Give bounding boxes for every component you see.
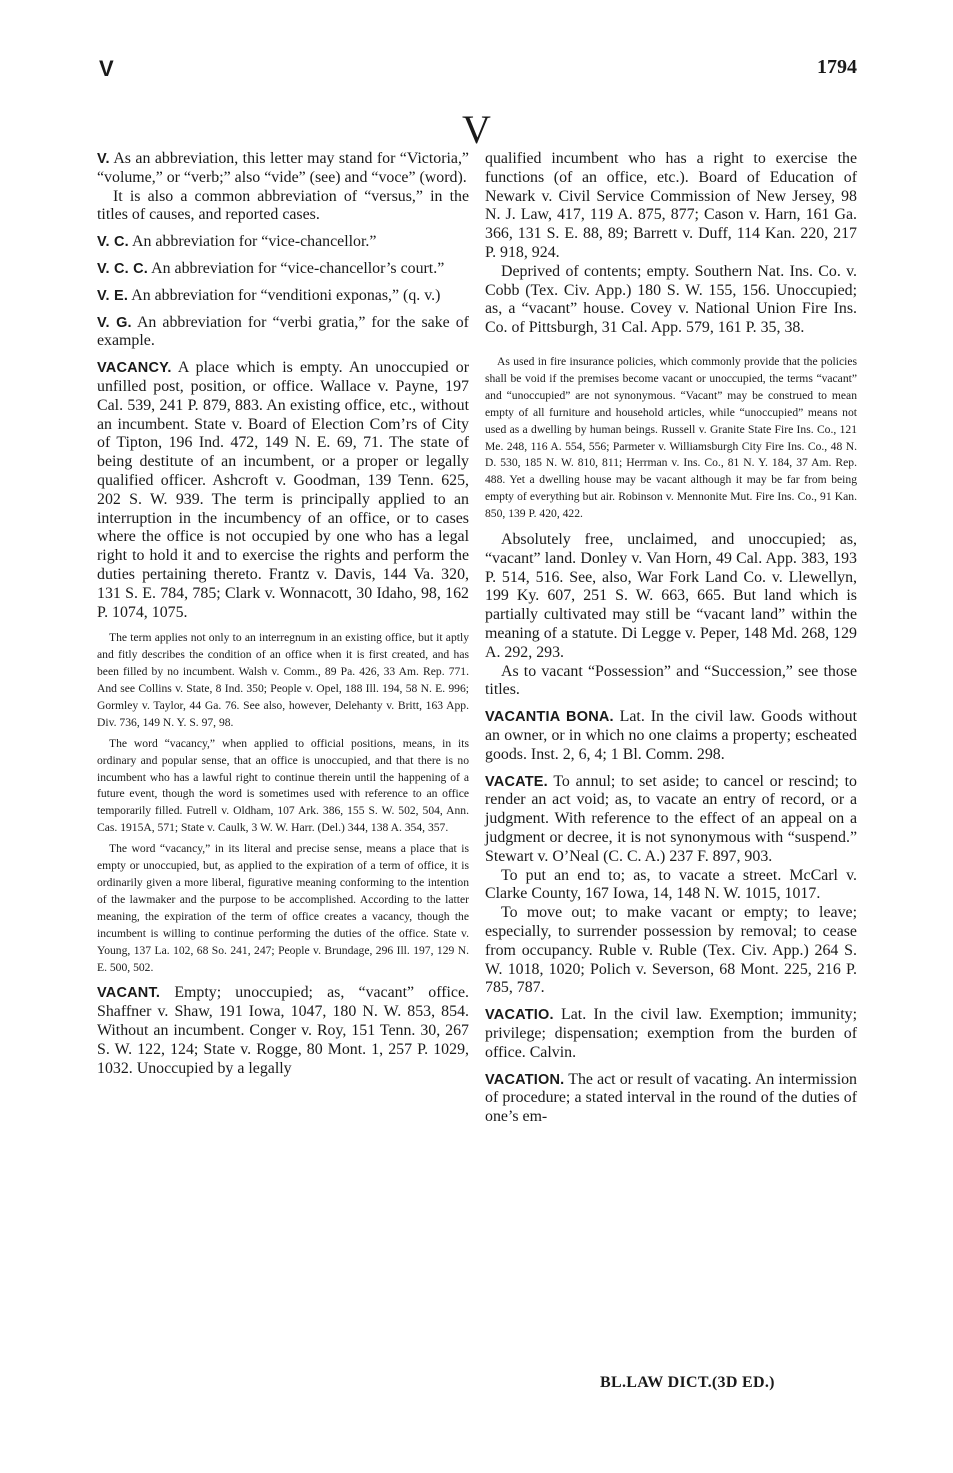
paragraph: Absolutely free, unclaimed, and unoccupied; as, “vacant” land. Donley v. Van Horn, 49 Cal. App. 383, 193 P. 514, 516. See, also, War Fork Land Co. v. Llewellyn, 199 Ky. 607, 251 S. W. 663, 665. But land which is partially cultivated may still be “vacant land” within the meaning of a statute. Di Legge v. Peper, 148 Md. 268, 129 A. 292, 293.: [485, 531, 857, 661]
signature-mark: BL.LAW DICT.(3D ED.): [600, 1374, 775, 1391]
entry-vacation: [485, 1071, 857, 1127]
headword: V. C.: [97, 234, 129, 251]
definition: An abbreviation for “vice-chancellor.”: [132, 233, 377, 251]
annotation: The word “vacancy,” when applied to official positions, means, in its ordinary and popular sense, that an office is unoccupied, and that there is no incumbent who has a lawful right to continue therein until the happening of a future event, though the word is sometimes used with reference to an office temporarily filled. Futrell v. Oldham, 107 Ark. 386, 155 S. W. 502, 504, Ann. Cas. 1915A, 571; State v. Caulk, 3 W. W. Harr. (Del.) 344, 138 A. 354, 357.: [97, 736, 469, 835]
definition: Lat. In the civil law. Goods without an owner, or in which no one claims a property; escheated goods. Inst. 2, 6, 4; 1 Bl. Comm. 298.: [485, 708, 857, 763]
entry-v-g: [97, 314, 469, 352]
entry-v-c: [97, 233, 469, 252]
definition: To annul; to set aside; to cancel or rescind; to render an act void; as, to vacate an entry of record, or a judgment. With reference to the effect of an appeal on a judgment or decree, it is not synonymous with “suspend.” Stewart v. O’Neal (C. C. A.) 237 F. 897, 903.: [485, 772, 857, 865]
running-head-letter: V: [99, 56, 114, 81]
headword: V. G.: [97, 314, 132, 331]
paragraph: As to vacant “Possession” and “Succession,” see those titles.: [485, 662, 857, 699]
entry-vacancy: [97, 359, 469, 622]
entry-vacant: [97, 984, 469, 1078]
entry-vacatio: [485, 1006, 857, 1062]
page-number: 1794: [817, 56, 857, 78]
headword: V. E.: [97, 287, 129, 304]
headword: VACATIO.: [485, 1007, 554, 1024]
headword: VACATE.: [485, 773, 548, 790]
definition: Empty; unoccupied; as, “vacant” office. Shaffner v. Shaw, 191 Iowa, 1047, 180 N. W. 853, 854. Without an incumbent. Conger v. Roy, 151 Tenn. 30, 267 S. W. 122, 124; State v. Rogge, 80 Mont. 1, 257 P. 1029, 1032. Unoccupied by a legally: [97, 984, 469, 1077]
section-letter: V: [462, 107, 491, 152]
entry-vacate: [485, 773, 857, 867]
headword: VACANT.: [97, 985, 161, 1002]
entry-vacantia-bona: [485, 708, 857, 764]
paragraph: To move out; to make vacant or empty; to leave; especially, to surrender possession by removal; to cease from occupancy. Ruble v. Ruble (Tex. Civ. App.) 264 S. W. 1018, 1020; Polich v. Severson, 68 Mont. 225, 216 P. 785, 787.: [485, 904, 857, 997]
definition: An abbreviation for “verbi gratia,” for the sake of example.: [97, 313, 469, 350]
headword: VACATION.: [485, 1071, 565, 1088]
continued-text: qualified incumbent who has a right to exercise the functions (of an office, etc.). Board of Education of Newark v. Civil Service Commission of New Jersey, 98 N. J. Law, 417, 119 A. 875, 877; Cason v. Harn, 161 Ga. 366, 131 S. E. 88, 89; Barrett v. Duff, 114 Kan. 220, 217 P. 918, 924.: [485, 150, 857, 261]
entry-v: [97, 150, 469, 188]
annotation: The term applies not only to an interregnum in an existing office, but it aptly and fitly describes the condition of an office when it is first created, and has been filled by no incumbent. Walsh v. Comm., 89 Pa. 426, 33 Am. Rep. 771. And see Collins v. State, 8 Ind. 350; People v. Opel, 188 Ill. 194, 58 N. E. 996; Gormley v. Taylor, 44 Ga. 76. See also, however, Delehanty v. Britt, 163 App. Div. 736, 149 N. Y. S. 97, 98.: [97, 631, 469, 729]
paragraph: Deprived of contents; empty. Southern Nat. Ins. Co. v. Cobb (Tex. Civ. App.) 180 S. W. 155, 156. Unoccupied; as, a “vacant” house. Covey v. National Union Fire Ins. Co. of Pittsburgh, 31 Cal. App. 579, 161 P. 35, 38.: [485, 262, 857, 337]
headword: VACANCY.: [97, 360, 172, 377]
headword: V.: [97, 151, 110, 167]
headword: VACANTIA BONA.: [485, 709, 614, 726]
definition: Lat. In the civil law. Exemption; immunity; privilege; dispensation; exemption from the burden of office. Calvin.: [485, 1006, 857, 1061]
definition: A place which is empty. An unoccupied or unfilled post, position, or office. Wallace v. Payne, 197 Cal. 539, 241 P. 879, 883. An existing office, etc., without an incumbent. State v. Board of Election Com’rs of City of Tipton, 196 Ind. 472, 149 N. E. 69, 71. The state of being destitute of an incumbent, or a proper or legally qualified officer. Ashcroft v. Goodman, 139 Tenn. 625, 202 S. W. 939. The term is principally applied to an interruption in the incumbency of an office, or to cases where the office is not occupied by one who has a legal right to hold it and to exercise the rights and perform the duties pertaining thereto. Frantz v. Davis, 144 Va. 320, 131 S. E. 784, 785; Clark v. Wonnacott, 30 Idaho, 98, 162 P. 1074, 1075.: [97, 359, 469, 621]
definition: An abbreviation for “vice-chancellor’s court.”: [151, 259, 445, 277]
paragraph: To put an end to; as, to vacate a street. McCarl v. Clarke County, 167 Iowa, 14, 148 N. W. 1015, 1017.: [485, 866, 857, 903]
headword: V. C. C.: [97, 260, 149, 277]
annotation: The word “vacancy,” in its literal and precise sense, means a place that is empty or unoccupied, but, as applied to the expiration of a term of office, it is ordinarily given a more liberal, figurative meaning conforming to the intention of the lawmaker and the purpose to be accomplished. According to the latter meaning, the expiration of the term of office creates a vacancy, though the incumbent is willing to continue performing the duties of the office. State v. Young, 137 La. 102, 68 So. 241, 247; People v. Brundage, 296 Ill. 197, 129 N. E. 500, 502.: [97, 842, 469, 974]
paragraph: It is also a common abbreviation of “versus,” in the titles of causes, and reported cases.: [97, 187, 469, 224]
annotation: As used in fire insurance policies, which commonly provide that the policies shall be void if the premises become vacant or unoccupied, the terms “vacant” and “unoccupied” are not synonymous. “Vacant” may be construed to mean empty of all furniture and household articles, while “unoccupied” means not used as a dwelling by human beings. Russell v. Granite State Fire Ins. Co., 121 Me. 248, 116 A. 554, 556; Parmeter v. Williamsburgh City Fire Ins. Co., 48 N. D. 530, 185 N. W. 810, 811; Herrman v. Ins. Co., 81 N. Y. 184, 37 Am. Rep. 488. Yet a dwelling house may be vacant although it may be far from being empty of everything but air. Robinson v. Mennonite Mut. Fire Ins. Co., 91 Kan. 850, 139 P. 420, 422.: [485, 354, 857, 521]
definition: An abbreviation for “venditioni exponas,” (q. v.): [131, 286, 441, 304]
entry-v-c-c: [97, 260, 469, 279]
entry-v-e: [97, 287, 469, 306]
right-column: [485, 150, 857, 1127]
left-column: [97, 150, 469, 1078]
definition: As an abbreviation, this letter may stand for “Victoria,” “volume,” or “verb;” also “vide” (see) and “voce” (word).: [97, 150, 469, 186]
definition: The act or result of vacating. An intermission of procedure; a stated interval in the round of the duties of one’s em-: [485, 1070, 857, 1126]
